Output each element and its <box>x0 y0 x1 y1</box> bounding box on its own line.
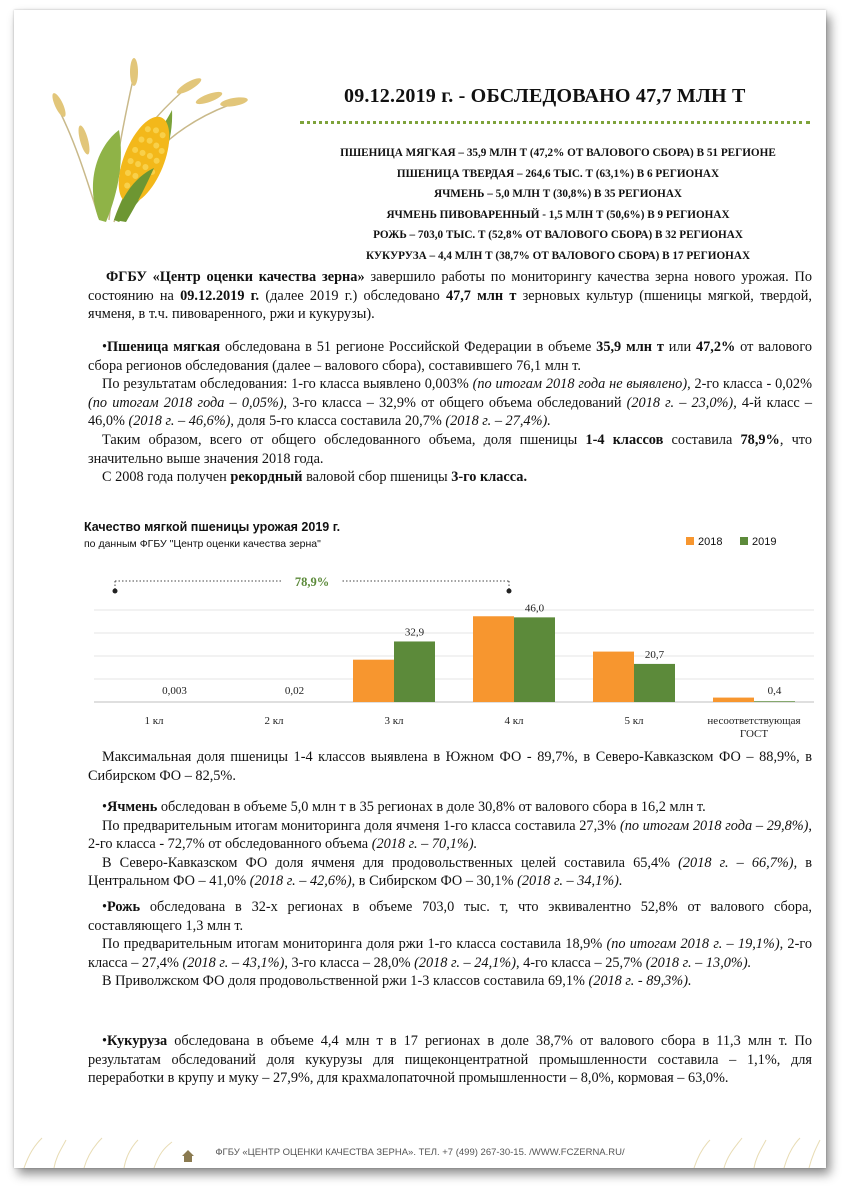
text-run: В Северо-Кавказском ФО доля ячменя для продовольственных целей составила 65,4% <box>102 854 679 871</box>
rye-paragraph-2 <box>88 935 812 972</box>
text-run: , 2-го класса – 27,4% <box>88 936 812 971</box>
text-run: (2018 г. – 34,1%). <box>517 873 623 890</box>
data-label-2019: 32,9 <box>404 626 425 639</box>
text-run: обследована в объеме 4,4 млн т в 17 регионах в доле 38,7% от валового сбора в 11,3 млн т. По результатам обследований доля кукурузы для пищеконцентратной промышленности составила – 1,1%, для переработки в крупу и муку – 27,9%, для крахмалопаточной промышленности – 8,0%, кормовая – 63,0%. <box>88 1033 812 1087</box>
text-run: (по итогам 2018 года – 0,05%) <box>88 394 284 411</box>
legend-swatch-2018 <box>686 537 694 545</box>
text-run: 47,2% <box>696 339 736 355</box>
text-run: или <box>663 339 696 355</box>
barley-paragraph-1 <box>88 798 812 817</box>
rye-paragraph-1 <box>88 898 812 935</box>
page-title: 09.12.2019 г. - ОБСЛЕДОВАНО 47,7 МЛН Т <box>344 85 746 107</box>
total-volume: 47,7 млн т <box>445 287 517 304</box>
summary-line: КУКУРУЗА – 4,4 МЛН Т (38,7% ОТ ВАЛОВОГО СБОРА) В 17 РЕГИОНАХ <box>365 249 751 262</box>
bar-2018 <box>353 660 394 702</box>
data-label-2019: 0,003 <box>162 685 187 697</box>
text-run: 78,9% <box>740 431 780 448</box>
text-run: , в Центральном ФО – 41,0% <box>88 854 812 890</box>
bar-2018 <box>713 698 754 702</box>
text-run: завершило работы по мониторингу качества зерна нового урожая. По состоянию на <box>88 269 812 304</box>
annotation-dot-right <box>507 589 512 594</box>
corn-section <box>88 1032 812 1088</box>
text-run: 35,9 млн т <box>596 339 664 355</box>
text-run: 3-го класса. <box>451 469 528 486</box>
category-label: 4 кл <box>504 715 524 727</box>
chart-subtitle: по данным ФГБУ "Центр оценки качества зерна" <box>84 538 321 550</box>
bullet: • <box>102 799 108 815</box>
crop-name: Ячмень <box>107 799 158 815</box>
wheat-paragraph-1 <box>88 338 812 375</box>
text-run: , 2-го класса - 72,7% от обследованного объема <box>88 817 812 853</box>
data-label-2019: 46,0 <box>524 602 545 615</box>
text-run: составила <box>663 431 741 448</box>
crop-name: Кукуруза <box>107 1033 168 1049</box>
text-run: (2018 г. – 66,7%) <box>678 854 794 871</box>
barley-paragraph-2 <box>88 817 812 854</box>
text-run: , 4-го класса – 25,7% <box>515 954 646 971</box>
text-run: (2018 г. – 43,1%) <box>182 954 285 971</box>
legend-label-2019: 2019 <box>752 536 777 548</box>
data-label-2019: 0,4 <box>767 685 782 697</box>
summary-line: ЯЧМЕНЬ – 5,0 МЛН Т (30,8%) В 35 РЕГИОНАХ <box>434 188 682 200</box>
bullet: • <box>102 899 108 915</box>
report-date: 09.12.2019 г. <box>180 287 260 304</box>
text-run: (2018 г. – 23,0%) <box>626 394 734 411</box>
corn-leaf-left <box>93 130 121 222</box>
text-run: (2018 г. – 24,1%) <box>414 954 516 971</box>
category-label <box>707 715 800 740</box>
barley-section <box>88 798 812 891</box>
category-label-line: несоответствующая <box>707 715 801 727</box>
text-run: (2018 г. – 46,6%) <box>128 413 231 430</box>
text-run: (по итогам 2018 года – 29,8%) <box>619 817 809 834</box>
text-run: , 3-го класса – 32,9% от общего объема обследований <box>283 394 627 411</box>
corn-paragraph <box>88 1032 812 1088</box>
text-run: обследован в объеме 5,0 млн т в 35 регионах в доле 30,8% от валового сбора в 16,2 млн т. <box>157 799 706 815</box>
category-label: 1 кл <box>144 715 164 727</box>
text-run: валовой сбор пшеницы <box>302 469 452 486</box>
text-run: , 4-й класс – 46,0% <box>88 394 812 430</box>
text-run: В Приволжском ФО доля продовольственной ржи 1-3 классов составила 69,1% <box>102 973 589 990</box>
summary-line: ЯЧМЕНЬ ПИВОВАРЕННЫЙ - 1,5 МЛН Т (50,6%) В 9 РЕГИОНАХ <box>386 208 730 221</box>
category-label: 5 кл <box>624 715 644 727</box>
wheat-paragraph-2 <box>88 375 812 431</box>
text-run: , 2-го класса - 0,02% <box>687 376 812 393</box>
bullet: • <box>102 339 108 355</box>
text-run: (по итогам 2018 года не выявлено) <box>472 376 688 393</box>
chart-title: Качество мягкой пшеницы урожая 2019 г. <box>84 520 341 534</box>
intro-paragraph <box>88 268 812 324</box>
text-run: , в Сибирском ФО – 30,1% <box>351 873 518 890</box>
text-run: , 3-го класса – 28,0% <box>284 954 415 971</box>
wheat-quality-chart <box>54 565 824 750</box>
bar-2018 <box>593 652 634 702</box>
bar-2019 <box>514 617 555 702</box>
text-run: (2018 г. – 13,0%). <box>645 954 752 971</box>
text-run: обследована в 32-х регионах в объеме 703,0 тыс. т, что эквивалентно 52,8% от валового сбора, составляющего 1,3 млн т. <box>88 899 812 934</box>
text-run: (2018 г. – 27,4%). <box>445 413 551 430</box>
data-label-2019: 0,02 <box>284 685 305 697</box>
legend-swatch-2019 <box>740 537 748 545</box>
summary-line: РОЖЬ – 703,0 ТЫС. Т (52,8% ОТ ВАЛОВОГО СБОРА) В 32 РЕГИОНАХ <box>373 229 743 241</box>
regional-summary-paragraph: Максимальная доля пшеницы 1-4 классов выявлена в Южном ФО - 89,7%, в Северо-Кавказском ФО – 88,9%, в Сибирском ФО – 82,5%. <box>88 749 812 784</box>
rye-paragraph-3 <box>88 972 812 991</box>
text-run: (2018 г. – 70,1%). <box>371 836 478 853</box>
text-run: рекордный <box>230 469 303 486</box>
text-run: обследована в 51 регионе Российской Федерации в объеме <box>220 339 597 355</box>
annotation-label: 78,9% <box>294 575 330 589</box>
text-run: 1-4 классов <box>585 431 664 448</box>
legend-item-2018 <box>686 536 722 548</box>
bar-2019 <box>754 701 795 702</box>
legend-label-2018: 2018 <box>698 536 723 548</box>
data-label-2019: 20,7 <box>644 648 665 661</box>
text-run: По предварительным итогам мониторинга доля ячменя 1-го класса составила 27,3% <box>102 817 620 834</box>
text-run: от валового сбора регионов обследования (далее – валового сбора), составившего 76,1 млн т. <box>88 339 812 374</box>
wheat-paragraph-3 <box>88 431 812 468</box>
crop-name: Пшеница мягкая <box>107 339 221 355</box>
text-run: (по итогам 2018 г. – 19,1%) <box>606 936 780 953</box>
text-run: Таким образом, всего от общего обследованного объема, доля пшеницы <box>102 431 586 448</box>
summary-line: ПШЕНИЦА ТВЕРДАЯ – 264,6 ТЫС. Т (63,1%) В 6 РЕГИОНАХ <box>396 167 720 180</box>
bullet: • <box>102 1033 108 1049</box>
summary-line: ПШЕНИЦА МЯГКАЯ – 35,9 МЛН Т (47,2% ОТ ВАЛОВОГО СБОРА) В 51 РЕГИОНЕ <box>340 147 776 159</box>
legend-item-2019 <box>740 536 776 548</box>
annotation-dot-left <box>113 589 118 594</box>
text-run: (далее 2019 г.) обследовано <box>259 287 446 304</box>
document-page <box>14 10 826 1168</box>
text-run: зерновых культур (пшеницы мягкой, твердой, ячменя, в т.ч. пивоваренного, ржи и кукурузы). <box>88 287 812 323</box>
footer-text: ФГБУ «ЦЕНТР ОЦЕНКИ КАЧЕСТВА ЗЕРНА». ТЕЛ. +7 (499) 267-30-15. /WWW.FCZERNA.RU/ <box>215 1147 625 1158</box>
category-label: 2 кл <box>264 715 284 727</box>
text-run: С 2008 года получен <box>102 469 231 486</box>
intro-section <box>88 268 812 324</box>
rye-section <box>88 898 812 991</box>
org-name: ФГБУ «Центр оценки качества зерна» <box>106 269 365 285</box>
corn-wheat-illustration <box>44 50 254 230</box>
title-divider <box>300 121 810 124</box>
text-run: По результатам обследования: 1-го класса выявлено 0,003% <box>102 376 473 393</box>
text-run: По предварительным итогам мониторинга доля ржи 1-го класса составила 18,9% <box>102 936 607 953</box>
wheat-paragraph-4 <box>88 468 812 487</box>
text-run: , что значительно выше значения 2018 года. <box>88 431 812 467</box>
wheat-section <box>88 338 812 487</box>
bar-2018 <box>473 616 514 702</box>
crop-name: Рожь <box>107 899 141 915</box>
text-run: , доля 5-го класса составила 20,7% <box>230 413 446 430</box>
text-run: (2018 г. – 42,6%) <box>249 873 352 890</box>
category-label: 3 кл <box>384 715 404 727</box>
text-run: (2018 г. - 89,3%). <box>588 973 692 990</box>
summary-list <box>280 143 836 266</box>
after-chart-section <box>88 748 812 785</box>
category-label-line: ГОСТ <box>739 728 769 740</box>
bar-2019 <box>394 641 435 702</box>
barley-paragraph-3 <box>88 854 812 891</box>
bar-2019 <box>634 664 675 702</box>
